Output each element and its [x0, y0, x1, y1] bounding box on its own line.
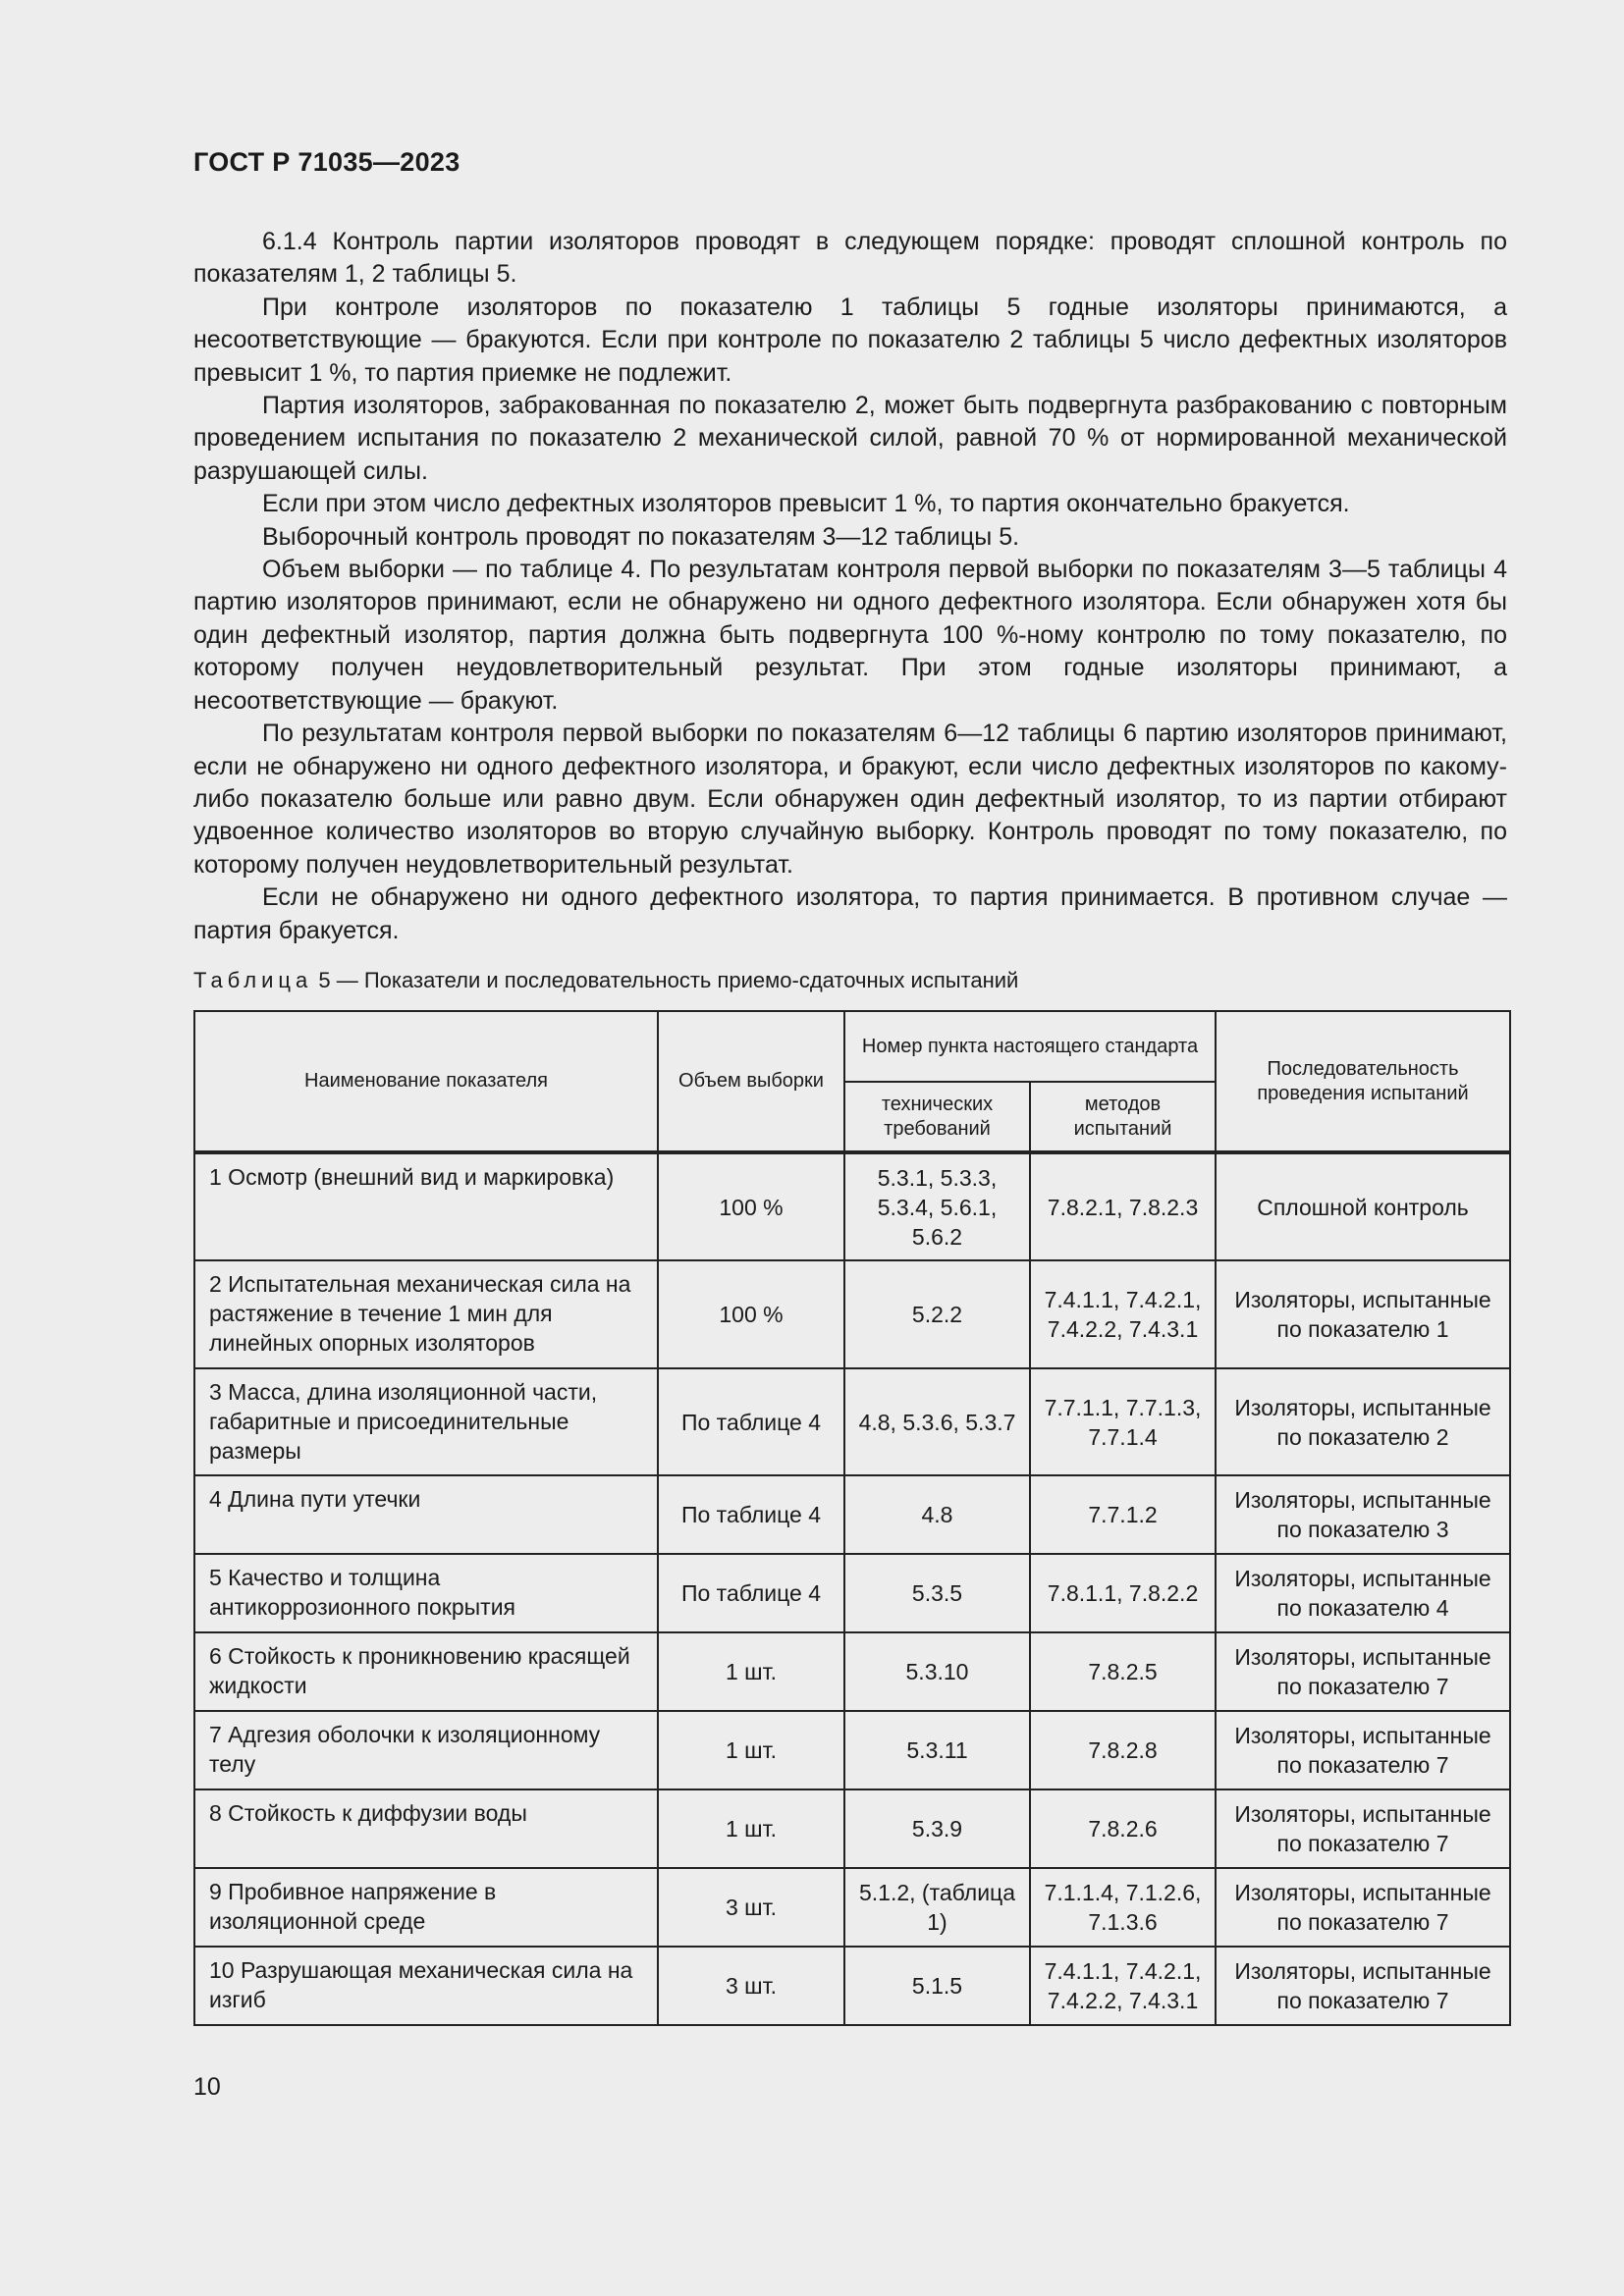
- cell-tech: 5.3.11: [844, 1711, 1030, 1789]
- paragraph: Партия изоляторов, забракованная по показателю 2, может быть подвергнута разбракованию с повторным проведением испытания по показателю 2 механической силой, равной 70 % от нормированной механической разрушающей силы.: [193, 392, 1507, 485]
- cell-tech: 5.1.2, (таблица 1): [844, 1868, 1030, 1947]
- cell-name: 4 Длина пути утечки: [194, 1475, 658, 1554]
- cell-methods: 7.1.1.4, 7.1.2.6, 7.1.3.6: [1030, 1868, 1216, 1947]
- cell-methods: 7.7.1.1, 7.7.1.3, 7.7.1.4: [1030, 1368, 1216, 1475]
- header-name: Наименование показателя: [194, 1011, 658, 1152]
- paragraph: 6.1.4 Контроль партии изоляторов проводят в следующем порядке: проводят сплошной контроль по показателям 1, 2 таблицы 5.: [193, 228, 1507, 289]
- cell-tech: 5.3.9: [844, 1789, 1030, 1868]
- paragraph: Объем выборки — по таблице 4. По результатам контроля первой выборки по показателям 3—5 таблицы 4 партию изоляторов принимают, если не обнаружено ни одного дефектного изолятора. Если обнаружен хотя бы один дефектный изолятор, партия должна быть подвергнута 100 %-ному контролю по тому показателю, по которому получен неудовлетворительный результат. При этом годные изоляторы принимают, а несоответствующие — бракуют.: [193, 556, 1507, 715]
- table-row: [194, 1711, 1510, 1789]
- table-row: [194, 1152, 1510, 1260]
- cell-name: 5 Качество и толщина антикоррозионного покрытия: [194, 1554, 658, 1632]
- cell-sequence: Изоляторы, испытанные по показателю 7: [1216, 1947, 1510, 2025]
- table-row: [194, 1368, 1510, 1475]
- cell-tech: 4.8: [844, 1475, 1030, 1554]
- cell-sample: По таблице 4: [658, 1368, 844, 1475]
- cell-sample: 1 шт.: [658, 1711, 844, 1789]
- cell-methods: 7.8.2.5: [1030, 1632, 1216, 1711]
- cell-sequence: Изоляторы, испытанные по показателю 2: [1216, 1368, 1510, 1475]
- cell-name: 3 Масса, длина изоляционной части, габаритные и присоединительные размеры: [194, 1368, 658, 1475]
- header-clause-group: Номер пункта настоящего стандарта: [844, 1011, 1216, 1082]
- cell-tech: 5.3.10: [844, 1632, 1030, 1711]
- cell-name: 10 Разрушающая механическая сила на изгиб: [194, 1947, 658, 2025]
- header-sequence: Последовательность проведения испытаний: [1216, 1011, 1510, 1152]
- cell-sequence: Изоляторы, испытанные по показателю 1: [1216, 1260, 1510, 1368]
- body-text: [193, 226, 1507, 947]
- cell-name: 7 Адгезия оболочки к изоляционному телу: [194, 1711, 658, 1789]
- paragraph: По результатам контроля первой выборки по показателям 6—12 таблицы 6 партию изоляторов принимают, если не обнаружено ни одного дефектного изолятора, и бракуют, если число дефектных изоляторов по какому-либо показателю больше или равно двум. Если обнаружен один дефектный изолятор, то из партии отбирают удвоенное количество изоляторов во вторую случайную выборку. Контроль проводят по тому показателю, по которому получен неудовлетворительный результат.: [193, 720, 1507, 879]
- cell-sequence: Изоляторы, испытанные по показателю 7: [1216, 1632, 1510, 1711]
- cell-methods: 7.4.1.1, 7.4.2.1, 7.4.2.2, 7.4.3.1: [1030, 1947, 1216, 2025]
- table-caption-label: Таблица: [193, 968, 313, 992]
- cell-sample: 1 шт.: [658, 1632, 844, 1711]
- table-caption: [193, 968, 1018, 993]
- header-methods: методов испытаний: [1030, 1082, 1216, 1152]
- cell-methods: 7.4.1.1, 7.4.2.1, 7.4.2.2, 7.4.3.1: [1030, 1260, 1216, 1368]
- cell-name: 1 Осмотр (внешний вид и маркировка): [194, 1152, 658, 1260]
- cell-tech: 5.1.5: [844, 1947, 1030, 2025]
- table-row: [194, 1475, 1510, 1554]
- cell-name: 2 Испытательная механическая сила на растяжение в течение 1 мин для линейных опорных изоляторов: [194, 1260, 658, 1368]
- page-number: 10: [193, 2073, 221, 2101]
- cell-tech: 5.3.1, 5.3.3, 5.3.4, 5.6.1, 5.6.2: [844, 1152, 1030, 1260]
- table-row: [194, 1554, 1510, 1632]
- header-sample: Объем выборки: [658, 1011, 844, 1152]
- cell-sequence: Изоляторы, испытанные по показателю 7: [1216, 1711, 1510, 1789]
- cell-sample: По таблице 4: [658, 1475, 844, 1554]
- cell-tech: 5.2.2: [844, 1260, 1030, 1368]
- cell-sequence: Изоляторы, испытанные по показателю 7: [1216, 1789, 1510, 1868]
- cell-methods: 7.8.2.6: [1030, 1789, 1216, 1868]
- cell-sample: 100 %: [658, 1152, 844, 1260]
- cell-sample: 3 шт.: [658, 1868, 844, 1947]
- cell-sequence: Сплошной контроль: [1216, 1152, 1510, 1260]
- table-row: [194, 1947, 1510, 2025]
- document-code: ГОСТ Р 71035—2023: [193, 147, 460, 177]
- cell-sequence: Изоляторы, испытанные по показателю 3: [1216, 1475, 1510, 1554]
- cell-methods: 7.8.2.1, 7.8.2.3: [1030, 1152, 1216, 1260]
- paragraph: Если при этом число дефектных изоляторов превысит 1 %, то партия окончательно бракуется.: [262, 490, 1350, 518]
- table-row: [194, 1868, 1510, 1947]
- paragraph: При контроле изоляторов по показателю 1 таблицы 5 годные изоляторы принимаются, а несоответствующие — бракуются. Если при контроле по показателю 2 таблицы 5 число дефектных изоляторов превысит 1 %, то партия приемке не подлежит.: [193, 293, 1507, 387]
- table-row: [194, 1789, 1510, 1868]
- cell-methods: 7.8.1.1, 7.8.2.2: [1030, 1554, 1216, 1632]
- cell-sample: 100 %: [658, 1260, 844, 1368]
- indicators-table: [193, 1010, 1511, 2026]
- paragraph: Выборочный контроль проводят по показателям 3—12 таблицы 5.: [262, 522, 1020, 551]
- cell-tech: 4.8, 5.3.6, 5.3.7: [844, 1368, 1030, 1475]
- cell-sample: 3 шт.: [658, 1947, 844, 2025]
- cell-name: 9 Пробивное напряжение в изоляционной среде: [194, 1868, 658, 1947]
- cell-name: 6 Стойкость к проникновению красящей жидкости: [194, 1632, 658, 1711]
- table-row: [194, 1632, 1510, 1711]
- cell-sample: 1 шт.: [658, 1789, 844, 1868]
- cell-tech: 5.3.5: [844, 1554, 1030, 1632]
- cell-name: 8 Стойкость к диффузии воды: [194, 1789, 658, 1868]
- cell-methods: 7.8.2.8: [1030, 1711, 1216, 1789]
- cell-sample: По таблице 4: [658, 1554, 844, 1632]
- table-row: [194, 1260, 1510, 1368]
- table-caption-text: 5 — Показатели и последовательность приемо-сдаточных испытаний: [312, 968, 1019, 992]
- cell-methods: 7.7.1.2: [1030, 1475, 1216, 1554]
- header-tech: технических требований: [844, 1082, 1030, 1152]
- cell-sequence: Изоляторы, испытанные по показателю 7: [1216, 1868, 1510, 1947]
- cell-sequence: Изоляторы, испытанные по показателю 4: [1216, 1554, 1510, 1632]
- paragraph: Если не обнаружено ни одного дефектного изолятора, то партия принимается. В противном случае — партия бракуется.: [193, 883, 1507, 944]
